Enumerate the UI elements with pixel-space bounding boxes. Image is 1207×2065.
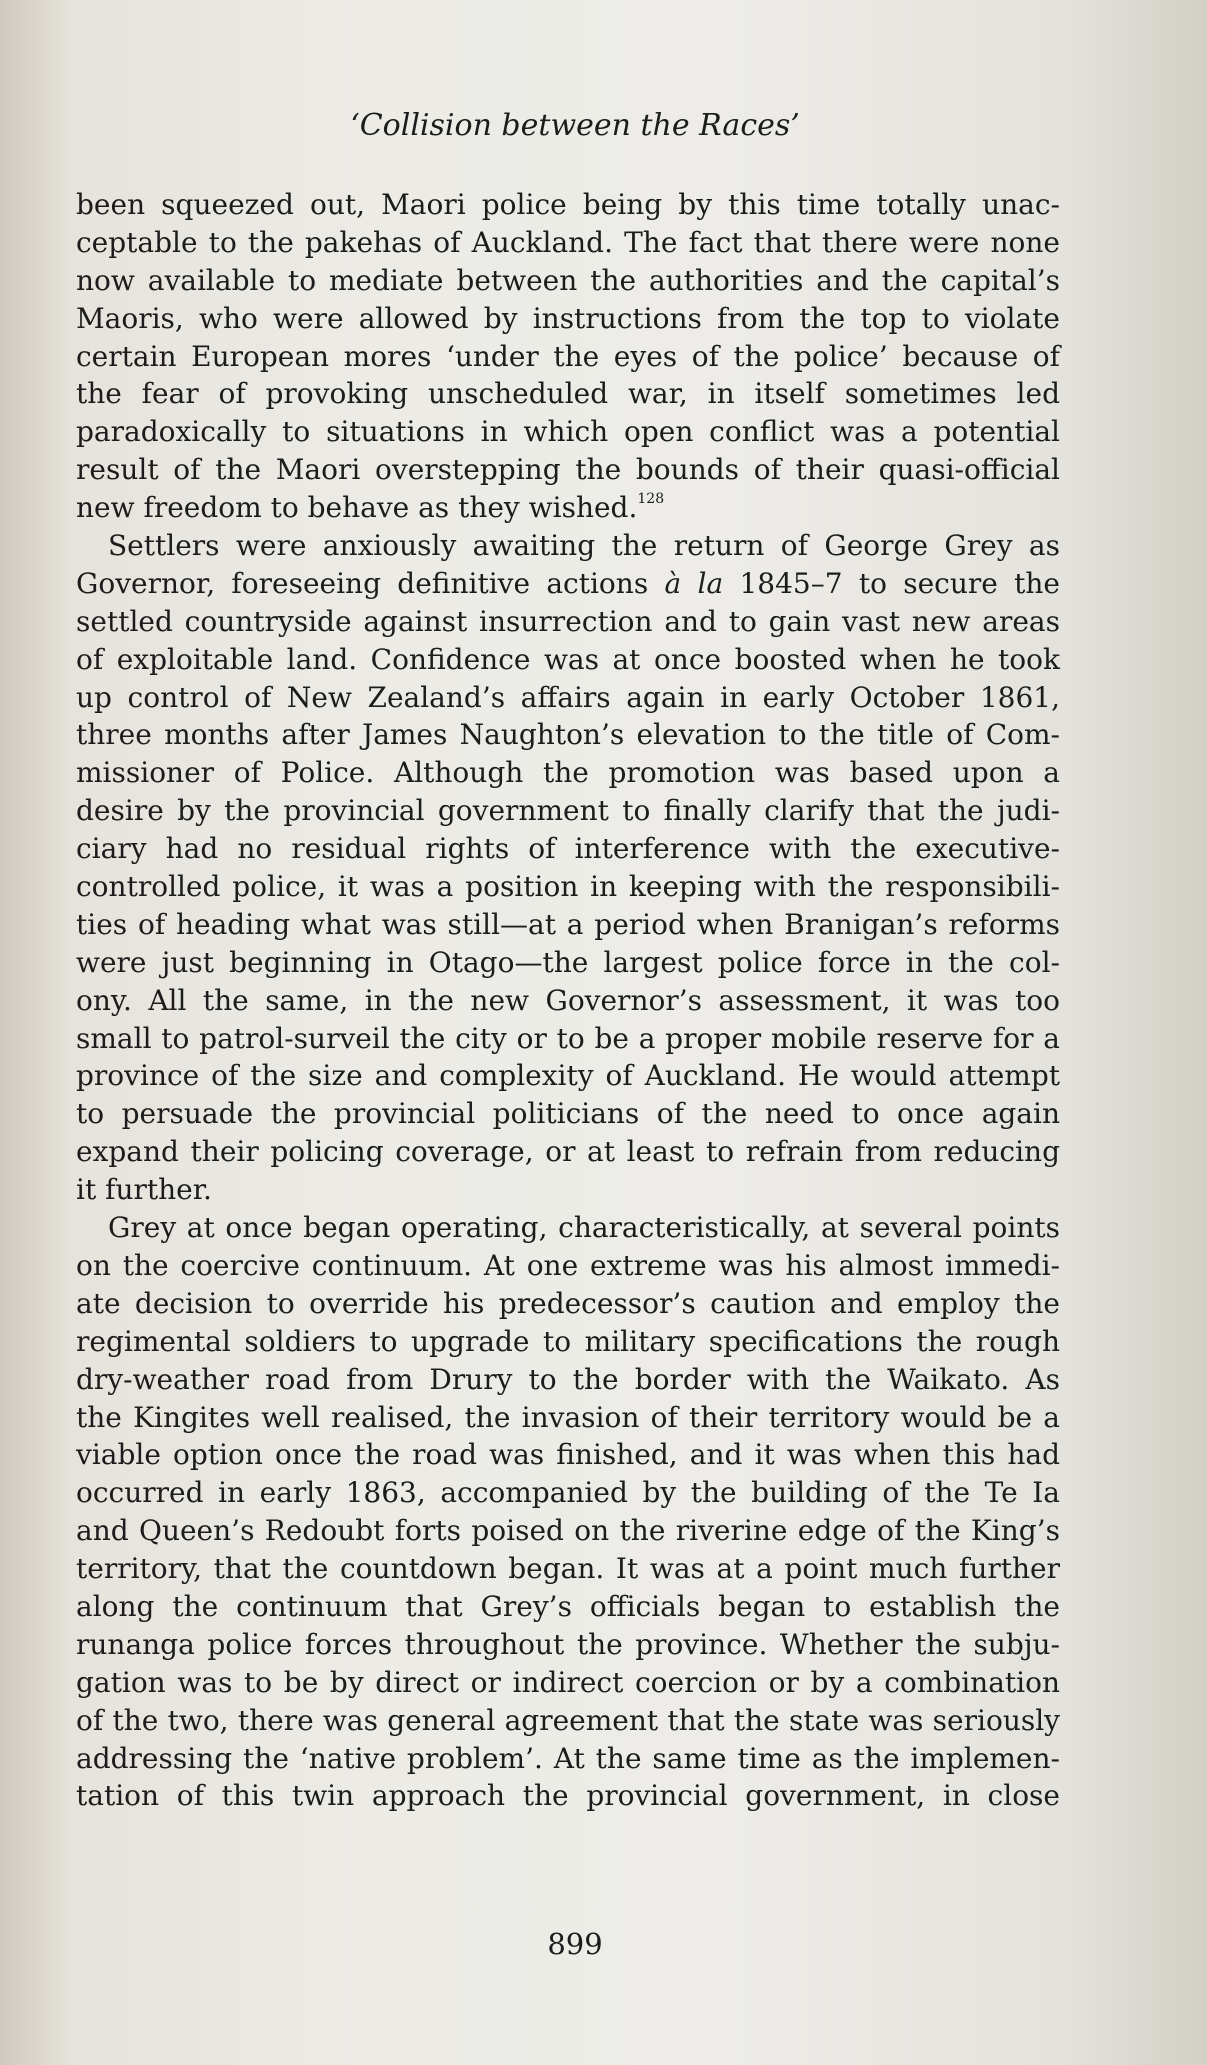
- text-line: on the coercive continuum. At one extreme was his almost immedi-: [76, 1248, 1060, 1282]
- text-line: Maoris, who were allowed by instructions from the top to violate: [76, 301, 1060, 335]
- text-line: the Kingites well realised, the invasion of their territory would be a: [76, 1400, 1060, 1434]
- text-line: along the continuum that Grey’s officials began to establish the: [76, 1589, 1060, 1623]
- text-line: ties of heading what was still—at a period when Branigan’s reforms: [76, 907, 1060, 941]
- text-line: new freedom to behave as they wished.$^{128}$: [76, 491, 665, 525]
- text-line: addressing the ‘native problem’. At the same time as the implemen-: [76, 1741, 1060, 1775]
- text-line: tation of this twin approach the provincial government, in close: [76, 1779, 1060, 1813]
- page-number: 899: [547, 1927, 603, 1961]
- text-line: paradoxically to situations in which open conflict was a potential: [76, 415, 1060, 449]
- text-line: occurred in early 1863, accompanied by the building of the Te Ia: [76, 1476, 1060, 1510]
- text-line: three months after James Naughton’s elevation to the title of Com-: [76, 718, 1060, 752]
- text-line: runanga police forces throughout the province. Whether the subju-: [76, 1627, 1060, 1661]
- text-line: territory, that the countdown began. It was at a point much further: [76, 1552, 1060, 1586]
- text-line: gation was to be by direct or indirect coercion or by a combination: [76, 1665, 1060, 1699]
- text-line: missioner of Police. Although the promotion was based upon a: [76, 756, 1060, 790]
- text-line: ony. All the same, in the new Governor’s assessment, it was too: [76, 983, 1060, 1017]
- text-line: and Queen’s Redoubt forts poised on the riverine edge of the King’s: [76, 1514, 1060, 1548]
- running-head: ‘Collision between the Races’: [350, 108, 800, 143]
- text-line: now available to mediate between the authorities and the capital’s: [76, 263, 1060, 297]
- text-line: dry-weather road from Drury to the border with the Waikato. As: [76, 1362, 1060, 1396]
- text-line: ciary had no residual rights of interference with the executive-: [76, 832, 1060, 866]
- text-line: to persuade the provincial politicians of the need to once again: [76, 1097, 1060, 1131]
- text-line: viable option once the road was finished, and it was when this had: [76, 1438, 1060, 1472]
- text-line: of the two, there was general agreement that the state was seriously: [76, 1703, 1060, 1737]
- text-line: regimental soldiers to upgrade to military specifications the rough: [76, 1324, 1060, 1358]
- text-line: Grey at once began operating, characteristically, at several points: [108, 1211, 1060, 1245]
- text-line: settled countryside against insurrection and to gain vast new areas: [76, 604, 1060, 638]
- text-line: ate decision to override his predecessor’s caution and employ the: [76, 1286, 1060, 1320]
- text-line: small to patrol-surveil the city or to be a proper mobile reserve for a: [76, 1021, 1060, 1055]
- text-line: it further.: [76, 1173, 212, 1207]
- text-line: ceptable to the pakehas of Auckland. The fact that there were none: [76, 225, 1060, 259]
- text-line: been squeezed out, Maori police being by this time totally unac-: [76, 188, 1060, 221]
- text-line: province of the size and complexity of Auckland. He would attempt: [76, 1059, 1060, 1093]
- text-line: Settlers were anxiously awaiting the return of George Grey as: [108, 529, 1060, 563]
- body-text: [76, 186, 1060, 1815]
- text-line: certain European mores ‘under the eyes of the police’ because of: [76, 339, 1060, 373]
- text-line: up control of New Zealand’s affairs again in early October 1861,: [76, 680, 1060, 714]
- text-line: of exploitable land. Confidence was at once boosted when he took: [76, 642, 1060, 676]
- text-line: expand their policing coverage, or at least to refrain from reducing: [76, 1135, 1060, 1169]
- text-line: result of the Maori overstepping the bounds of their quasi-official: [76, 453, 1060, 487]
- text-line: the fear of provoking unscheduled war, in itself sometimes led: [76, 377, 1060, 411]
- text-line: Governor, foreseeing definitive actions à la 1845–7 to secure the: [76, 566, 1061, 600]
- text-line: controlled police, it was a position in keeping with the responsibili-: [76, 870, 1060, 904]
- text-line: were just beginning in Otago—the largest police force in the col-: [76, 945, 1060, 979]
- text-line: desire by the provincial government to finally clarify that the judi-: [76, 794, 1060, 828]
- footnote-reference: 128: [637, 491, 665, 508]
